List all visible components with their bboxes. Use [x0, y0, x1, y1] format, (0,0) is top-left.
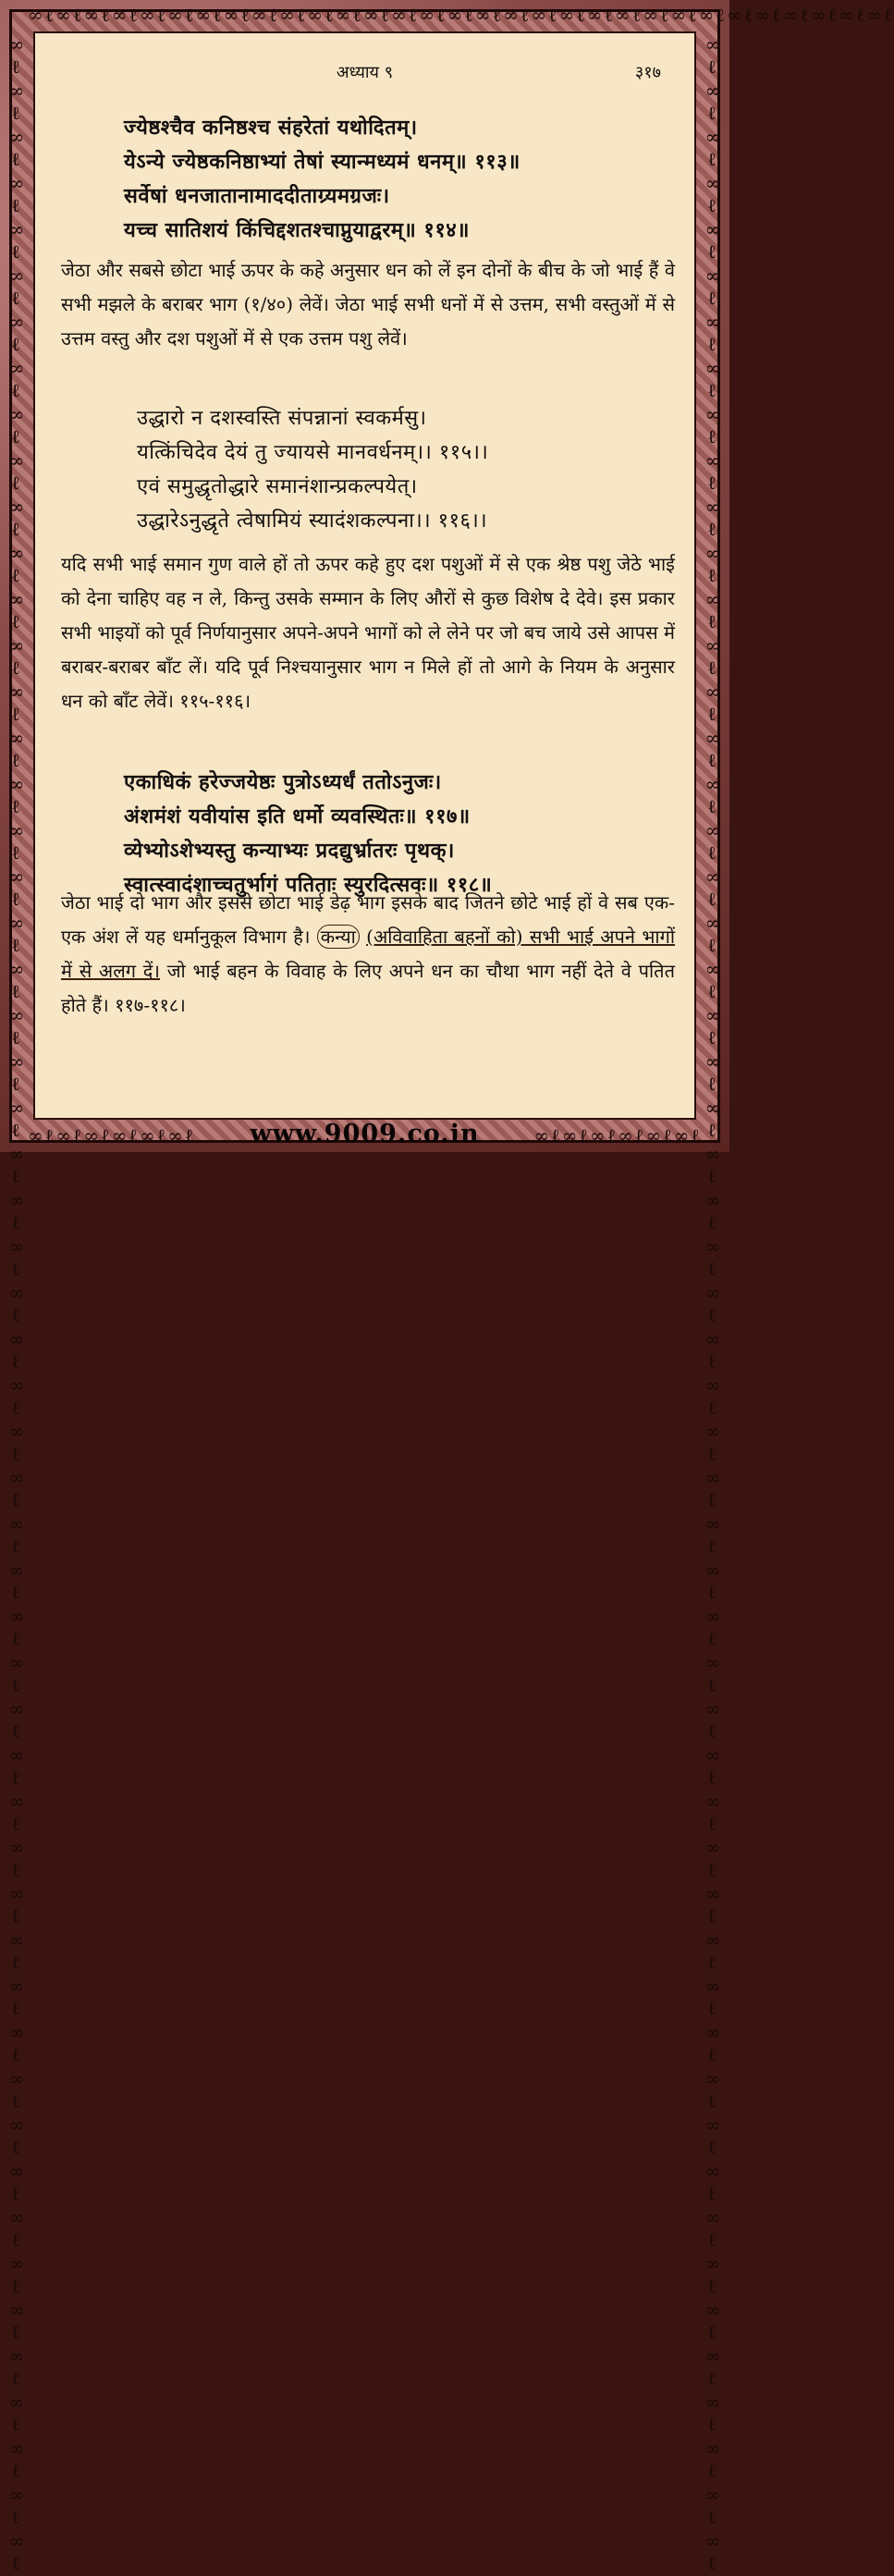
- sloka-line: अंशमंशं यवीयांस इति धर्मो व्यवस्थितः॥ ११७॥: [124, 804, 471, 828]
- paragraph-3-text-b: जो भाई बहन के विवाह के लिए अपने धन का चौथा भाग नहीं देते वे पतित होते हैं। ११७-११८।: [61, 960, 675, 1016]
- commentary-paragraph-3: [61, 886, 675, 1023]
- circled-word: कन्या: [317, 925, 360, 949]
- sloka-line: एवं समुद्धृतोद्धारे समानंशान्प्रकल्पयेत्।: [137, 475, 418, 498]
- commentary-paragraph-2: यदि सभी भाई समान गुण वाले हों तो ऊपर कहे हुए दश पशुओं में से एक श्रेष्ठ पशु जेठे भाई को देना चाहिए वह न ले, किन्तु उसके सम्मान के लिए औरों से कुछ विशेष दे देवे। इस प्रकार सभी भाइयों को पूर्व निर्णयानुसार अपने-अपने भागों को ले लेने पर जो बच जाये उसे आपस में बराबर-बराबर बाँट लें। यदि पूर्व निश्चयानुसार भाग न मिले हों तो आगे के नियम के अनुसार धन को बाँट लेवें। ११५-११६।: [61, 553, 675, 712]
- page-header: [35, 61, 694, 87]
- underlined-text: (अविवाहिता बहनों को) सभी भाई अपने भागों में से अलग दें।: [61, 926, 676, 982]
- sloka-block-115-116: [137, 401, 488, 538]
- website-url: www.9009.co.in: [250, 1120, 480, 1148]
- top-ornament: ∞ℓ∞ℓ∞ℓ∞ℓ∞ℓ∞ℓ∞ℓ∞ℓ∞ℓ∞ℓ∞ℓ∞ℓ∞ℓ∞ℓ∞ℓ∞ℓ∞ℓ∞ℓ∞ℓ∞ℓ∞ℓ∞ℓ∞ℓ∞ℓ∞ℓ∞ℓ∞ℓ∞ℓ∞ℓ∞ℓ∞ℓ: [28, 4, 894, 26]
- sloka-line: ज्येष्ठश्चैव कनिष्ठश्च संहरेतां यथोदितम्।: [124, 116, 418, 140]
- right-ornament: ∞ℓ∞ℓ∞ℓ∞ℓ∞ℓ∞ℓ∞ℓ∞ℓ∞ℓ∞ℓ∞ℓ∞ℓ∞ℓ∞ℓ∞ℓ∞ℓ∞ℓ∞ℓ∞ℓ∞ℓ∞ℓ∞ℓ∞ℓ∞ℓ∞ℓ∞ℓ∞ℓ∞ℓ∞ℓ∞ℓ∞ℓ∞ℓ∞ℓ∞ℓ∞ℓ∞ℓ∞ℓ∞ℓ∞ℓ∞ℓ∞ℓ∞ℓ∞ℓ∞ℓ∞ℓ∞ℓ∞ℓ∞ℓ∞ℓ∞ℓ∞ℓ∞ℓ∞ℓ∞ℓ∞ℓ: [702, 33, 724, 2576]
- bottom-left-ornament: ∞ℓ∞ℓ∞ℓ∞ℓ∞ℓ∞ℓ: [28, 1124, 196, 1147]
- sloka-line: येऽन्ये ज्येष्ठकनिष्ठाभ्यां तेषां स्यान्मध्यमं धनम्॥ ११३॥: [124, 150, 520, 174]
- paragraph-3-text-a: जेठा भाई दो भाग और इससे छोटा भाई डेढ़ भाग इसके बाद जितने छोटे भाई हों वे सब एक-एक अंश लें यह धर्मानुकूल विभाग है।: [61, 891, 675, 948]
- chapter-title: अध्याय ९: [336, 63, 394, 82]
- sloka-line: उद्धारो न दशस्वस्ति संपन्नानां स्वकर्मसु।: [137, 407, 427, 430]
- sloka-line: उद्धारेऽनुद्धृते त्वेषामियं स्यादंशकल्पना।। ११६।।: [137, 509, 488, 533]
- sloka-block-113-114: [124, 111, 520, 248]
- sloka-block-117-118: [124, 766, 492, 902]
- left-ornament: ∞ℓ∞ℓ∞ℓ∞ℓ∞ℓ∞ℓ∞ℓ∞ℓ∞ℓ∞ℓ∞ℓ∞ℓ∞ℓ∞ℓ∞ℓ∞ℓ∞ℓ∞ℓ∞ℓ∞ℓ∞ℓ∞ℓ∞ℓ∞ℓ∞ℓ∞ℓ∞ℓ∞ℓ∞ℓ∞ℓ∞ℓ∞ℓ∞ℓ∞ℓ∞ℓ∞ℓ∞ℓ∞ℓ∞ℓ∞ℓ∞ℓ∞ℓ∞ℓ∞ℓ∞ℓ∞ℓ∞ℓ∞ℓ∞ℓ∞ℓ∞ℓ∞ℓ∞ℓ∞ℓ∞ℓ: [6, 33, 28, 2576]
- page-number: ३१७: [634, 63, 661, 82]
- commentary-paragraph-1: जेठा और सबसे छोटा भाई ऊपर के कहे अनुसार धन को लें इन दोनों के बीच के जो भाई हैं वे सभी मझले के बराबर भाग (१/४०) लेवें। जेठा भाई सभी धनों में से उत्तम, सभी वस्तुओं में से उत्तम वस्तु और दश पशुओं में से एक उत्तम पशु लेवें।: [61, 259, 675, 350]
- sloka-line: स्वात्स्वादंशाच्चतुर्भागं पतिताः स्युरदित्सवः॥ ११८॥: [124, 873, 493, 897]
- sloka-line: व्येभ्योऽशेभ्यस्तु कन्याभ्यः प्रदद्युर्भ्रातरः पृथक्।: [124, 839, 455, 863]
- bottom-right-ornament: ∞ℓ∞ℓ∞ℓ∞ℓ∞ℓ∞ℓ: [533, 1124, 702, 1147]
- sloka-line: यत्किंचिदेव देयं तु ज्यायसे मानवर्धनम्।। ११५।।: [137, 441, 489, 464]
- sloka-line: एकाधिकं हरेज्जयेष्ठः पुत्रोऽध्यर्धं ततोऽनुजः।: [124, 770, 442, 794]
- book-page: [33, 31, 696, 1120]
- sloka-line: यच्च सातिशयं किंचिद्दशतश्चाप्नुयाद्वरम्॥ ११४॥: [124, 218, 470, 242]
- sloka-line: सर्वेषां धनजातानामाददीताग्र्यमग्रजः।: [124, 184, 390, 208]
